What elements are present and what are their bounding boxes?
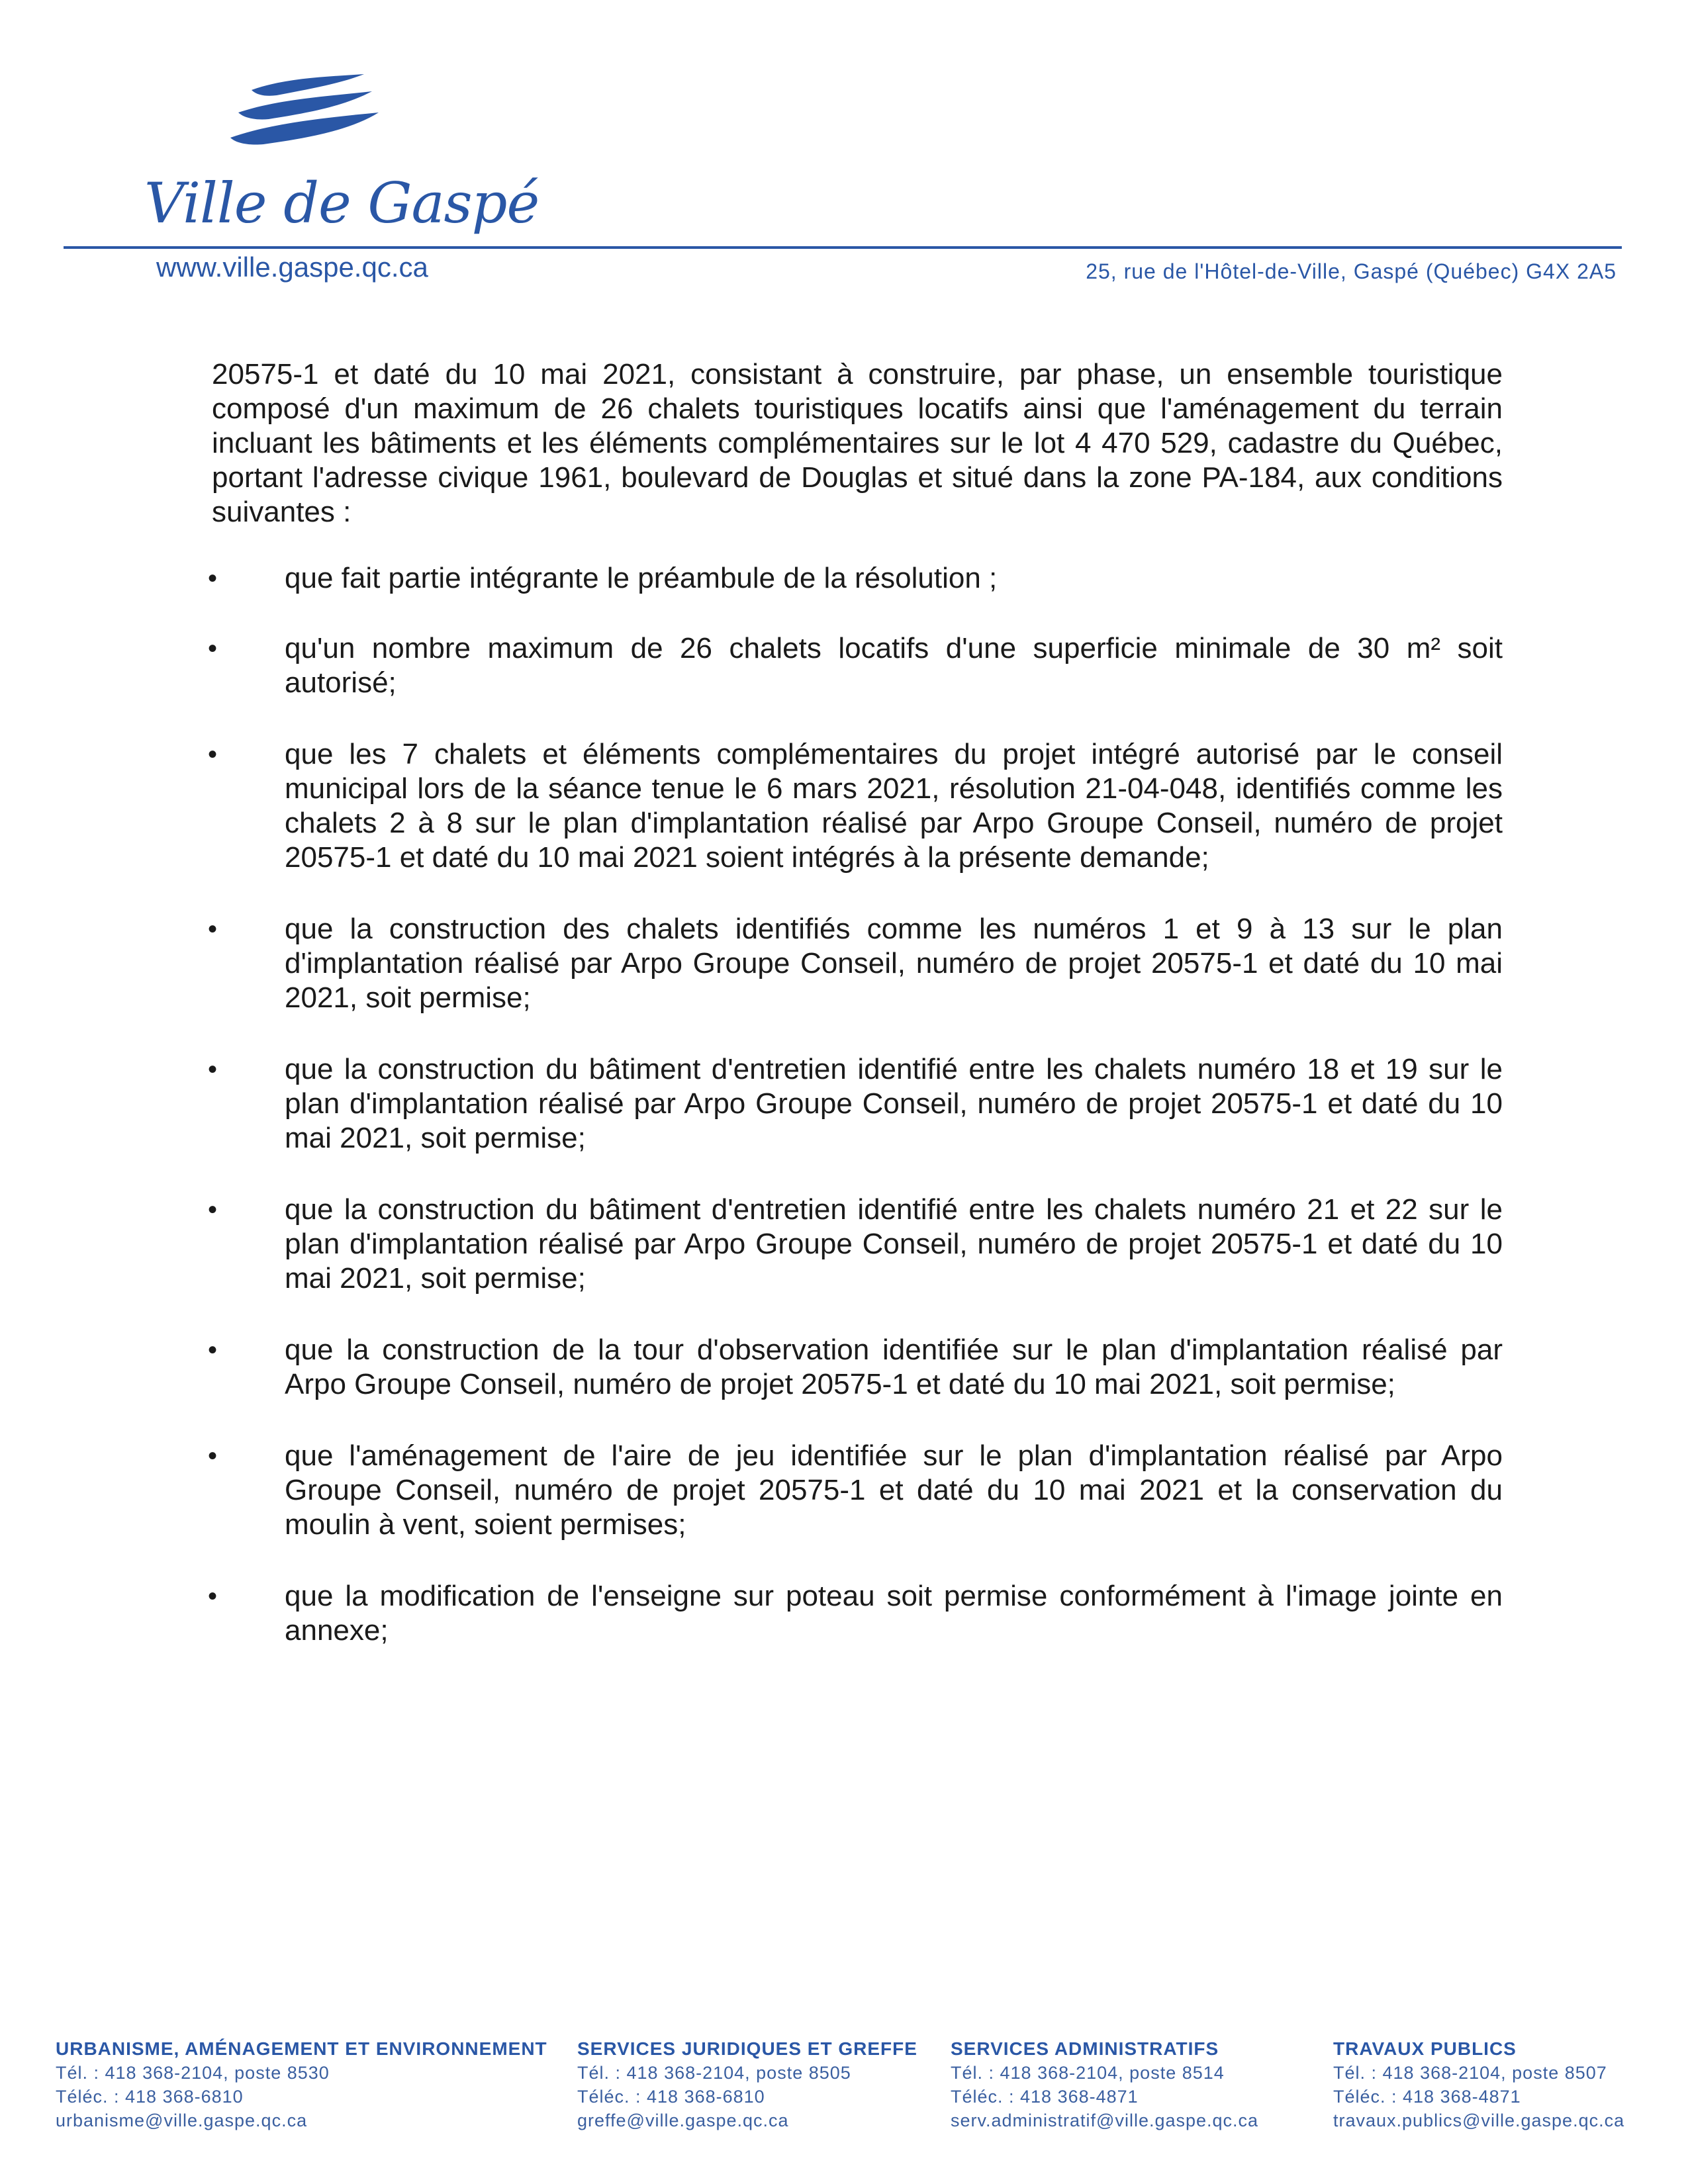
footer-department-administratifs	[951, 2037, 1258, 2132]
list-item	[199, 1193, 1503, 1296]
department-email[interactable]: travaux.publics@ville.gaspe.qc.ca	[1333, 2111, 1625, 2130]
department-fax: Téléc. : 418 368-4871	[1333, 2087, 1521, 2107]
bullet: •	[208, 740, 218, 769]
department-fax: Téléc. : 418 368-4871	[951, 2087, 1139, 2107]
list-item	[199, 561, 1503, 596]
footer-department-travaux-publics	[1333, 2037, 1624, 2132]
condition-text: que la construction du bâtiment d'entretien identifié entre les chalets numéro 18 et 19 sur le plan d'implantation réalisé par Arpo Groupe Conseil, numéro de projet 20575-1 et daté du 10 mai 2021, soit permise;	[285, 1053, 1503, 1154]
bullet: •	[208, 1055, 218, 1084]
bullet: •	[208, 915, 218, 944]
org-name: Ville de Gaspé	[144, 171, 539, 236]
department-phone: Tél. : 418 368-2104, poste 8514	[951, 2063, 1225, 2083]
condition-text: que la construction du bâtiment d'entretien identifié entre les chalets numéro 21 et 22 sur le plan d'implantation réalisé par Arpo Groupe Conseil, numéro de projet 20575-1 et daté du 10 mai 2021, soit permise;	[285, 1193, 1503, 1295]
bullet: •	[208, 1441, 218, 1471]
condition-text: qu'un nombre maximum de 26 chalets locatifs d'une superficie minimale de 30 m² soit autorisé;	[285, 632, 1503, 699]
list-item	[199, 1579, 1503, 1648]
condition-text: que la construction des chalets identifiés comme les numéros 1 et 9 à 13 sur le plan d'implantation réalisé par Arpo Groupe Conseil, numéro de projet 20575-1 et daté du 10 mai 2021, soit permise;	[285, 913, 1503, 1014]
footer-department-urbanisme	[56, 2037, 547, 2132]
list-item	[199, 1052, 1503, 1156]
waves-logo-icon	[225, 71, 384, 164]
condition-text: que la modification de l'enseigne sur poteau soit permise conformément à l'image jointe en annexe;	[285, 1580, 1503, 1647]
department-email[interactable]: greffe@ville.gaspe.qc.ca	[577, 2111, 789, 2130]
department-name: SERVICES JURIDIQUES ET GREFFE	[577, 2038, 917, 2059]
department-fax: Téléc. : 418 368-6810	[56, 2087, 244, 2107]
condition-text: que les 7 chalets et éléments complémentaires du projet intégré autorisé par le conseil municipal lors de la séance tenue le 6 mars 2021, résolution 21-04-048, identifiés comme les chalets 2 à 8 sur le plan d'implantation réalisé par Arpo Groupe Conseil, numéro de projet 20575-1 et daté du 10 mai 2021 soient intégrés à la présente demande;	[285, 738, 1503, 874]
list-item	[199, 912, 1503, 1015]
footer	[56, 2037, 1631, 2143]
department-phone: Tél. : 418 368-2104, poste 8507	[1333, 2063, 1607, 2083]
bullet: •	[208, 1582, 218, 1611]
address: 25, rue de l'Hôtel-de-Ville, Gaspé (Québec) G4X 2A5	[1086, 259, 1617, 283]
condition-text: que fait partie intégrante le préambule de la résolution ;	[285, 562, 998, 594]
department-phone: Tél. : 418 368-2104, poste 8505	[577, 2063, 851, 2083]
header-rule	[64, 246, 1622, 249]
bullet: •	[208, 634, 218, 663]
website-link[interactable]: www.ville.gaspe.qc.ca	[156, 251, 428, 283]
condition-text: que l'aménagement de l'aire de jeu identifiée sur le plan d'implantation réalisé par Arpo Groupe Conseil, numéro de projet 20575-1 et daté du 10 mai 2021 et la conservation du moulin à vent, soient permises;	[285, 1439, 1503, 1541]
department-email[interactable]: serv.administratif@ville.gaspe.qc.ca	[951, 2111, 1259, 2130]
bullet: •	[208, 1195, 218, 1224]
department-name: TRAVAUX PUBLICS	[1333, 2038, 1517, 2059]
list-item	[199, 737, 1503, 875]
bullet: •	[208, 1336, 218, 1365]
department-name: SERVICES ADMINISTRATIFS	[951, 2038, 1219, 2059]
list-item	[199, 1333, 1503, 1402]
department-name: URBANISME, AMÉNAGEMENT ET ENVIRONNEMENT	[56, 2038, 547, 2059]
list-item	[199, 1439, 1503, 1542]
footer-department-greffe	[577, 2037, 917, 2132]
department-email[interactable]: urbanisme@ville.gaspe.qc.ca	[56, 2111, 308, 2130]
condition-text: que la construction de la tour d'observation identifiée sur le plan d'implantation réalisé par Arpo Groupe Conseil, numéro de projet 20575-1 et daté du 10 mai 2021, soit permise;	[285, 1334, 1503, 1400]
conditions-list	[199, 561, 1503, 1648]
intro-paragraph: 20575-1 et daté du 10 mai 2021, consistant à construire, par phase, un ensemble touristique composé d'un maximum de 26 chalets touristiques locatifs ainsi que l'aménagement du terrain incluant les bâtiments et les éléments complémentaires sur le lot 4 470 529, cadastre du Québec, portant l'adresse civique 1961, boulevard de Douglas et situé dans la zone PA-184, aux conditions suivantes :	[212, 358, 1503, 528]
bullet: •	[208, 564, 218, 593]
department-fax: Téléc. : 418 368-6810	[577, 2087, 765, 2107]
department-phone: Tél. : 418 368-2104, poste 8530	[56, 2063, 330, 2083]
list-item	[199, 631, 1503, 700]
